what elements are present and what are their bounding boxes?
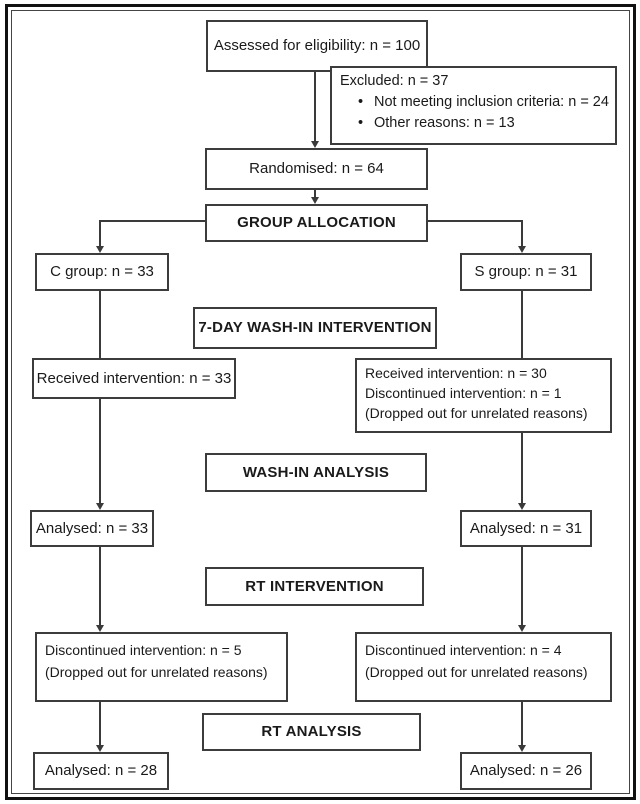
connector-receiveds-analysed [521,423,523,504]
excluded-box [330,66,617,145]
connector-receivedc-analysed [99,395,101,504]
connector-allocation-cgroup [99,220,101,247]
discontinued-c-line-1: Discontinued intervention: n = 5 [45,642,242,658]
analysed-washin-c-box [30,510,154,547]
s-group-label: S group: n = 31 [474,263,578,280]
received-intervention-c-box [32,358,236,399]
arrowhead-cgroup [96,246,104,253]
arrowhead-randomised [311,141,319,148]
connector-allocation-sgroup [521,220,523,247]
arrowhead-analysed-rt-c [96,745,104,752]
excluded-bullet-other: • Other reasons: n = 13 [340,113,607,134]
stage-rt-intervention-box [205,567,424,606]
arrowhead-analysed-washin-s [518,503,526,510]
c-group-box [35,253,169,291]
stage-rt-analysis-box [202,713,421,751]
randomised-label: Randomised: n = 64 [249,160,384,177]
randomised-box [205,148,428,190]
stage-group-allocation-label: GROUP ALLOCATION [237,214,396,231]
connector-analyseds-discontinued [521,543,523,626]
discontinued-s-line-1: Discontinued intervention: n = 4 [365,642,562,658]
received-s-line-2: Discontinued intervention: n = 1 [365,385,562,401]
analysed-rt-c-label: Analysed: n = 28 [44,762,158,779]
assessed-eligibility-label: Assessed for eligibility: n = 100 [213,37,421,54]
received-intervention-c-label: Received intervention: n = 33 [36,369,232,387]
analysed-washin-c-label: Analysed: n = 33 [35,519,149,537]
received-s-line-3: (Dropped out for unrelated reasons) [365,405,588,421]
connector-cgroup-received [99,287,101,358]
received-s-line-1: Received intervention: n = 30 [365,365,547,381]
connector-allocation-right-horizontal [424,220,523,222]
analysed-rt-s-box [460,752,592,790]
excluded-title: Excluded: n = 37 [340,73,449,89]
arrowhead-allocation [311,197,319,204]
analysed-washin-s-box [460,510,592,547]
s-group-box [460,253,592,291]
stage-washin-intervention-label: 7-DAY WASH-IN INTERVENTION [198,319,432,336]
c-group-label: C group: n = 33 [50,263,154,280]
connector-assessed-randomised [314,68,316,142]
analysed-rt-c-box [33,752,169,790]
stage-washin-analysis-box [205,453,427,492]
excluded-bullet-criteria: • Not meeting inclusion criteria: n = 24 [340,92,607,113]
discontinued-s-box [355,632,612,702]
arrowhead-discontinued-c [96,625,104,632]
discontinued-s-line-2: (Dropped out for unrelated reasons) [365,664,588,680]
received-intervention-s-box [355,358,612,433]
discontinued-c-line-2: (Dropped out for unrelated reasons) [45,664,268,680]
stage-rt-analysis-label: RT ANALYSIS [261,723,362,740]
analysed-washin-s-label: Analysed: n = 31 [469,519,583,537]
arrowhead-sgroup [518,246,526,253]
analysed-rt-s-label: Analysed: n = 26 [469,762,583,779]
stage-washin-analysis-label: WASH-IN ANALYSIS [242,463,390,481]
arrowhead-analysed-rt-s [518,745,526,752]
discontinued-c-box [35,632,288,702]
stage-rt-intervention-label: RT INTERVENTION [245,577,384,595]
arrowhead-discontinued-s [518,625,526,632]
connector-sgroup-received [521,287,523,358]
stage-group-allocation-box [205,204,428,242]
stage-washin-intervention-box [193,307,437,349]
arrowhead-analysed-washin-c [96,503,104,510]
connector-allocation-left-horizontal [99,220,205,222]
assessed-eligibility-box [206,20,428,72]
connector-analysedc-discontinued [99,543,101,626]
